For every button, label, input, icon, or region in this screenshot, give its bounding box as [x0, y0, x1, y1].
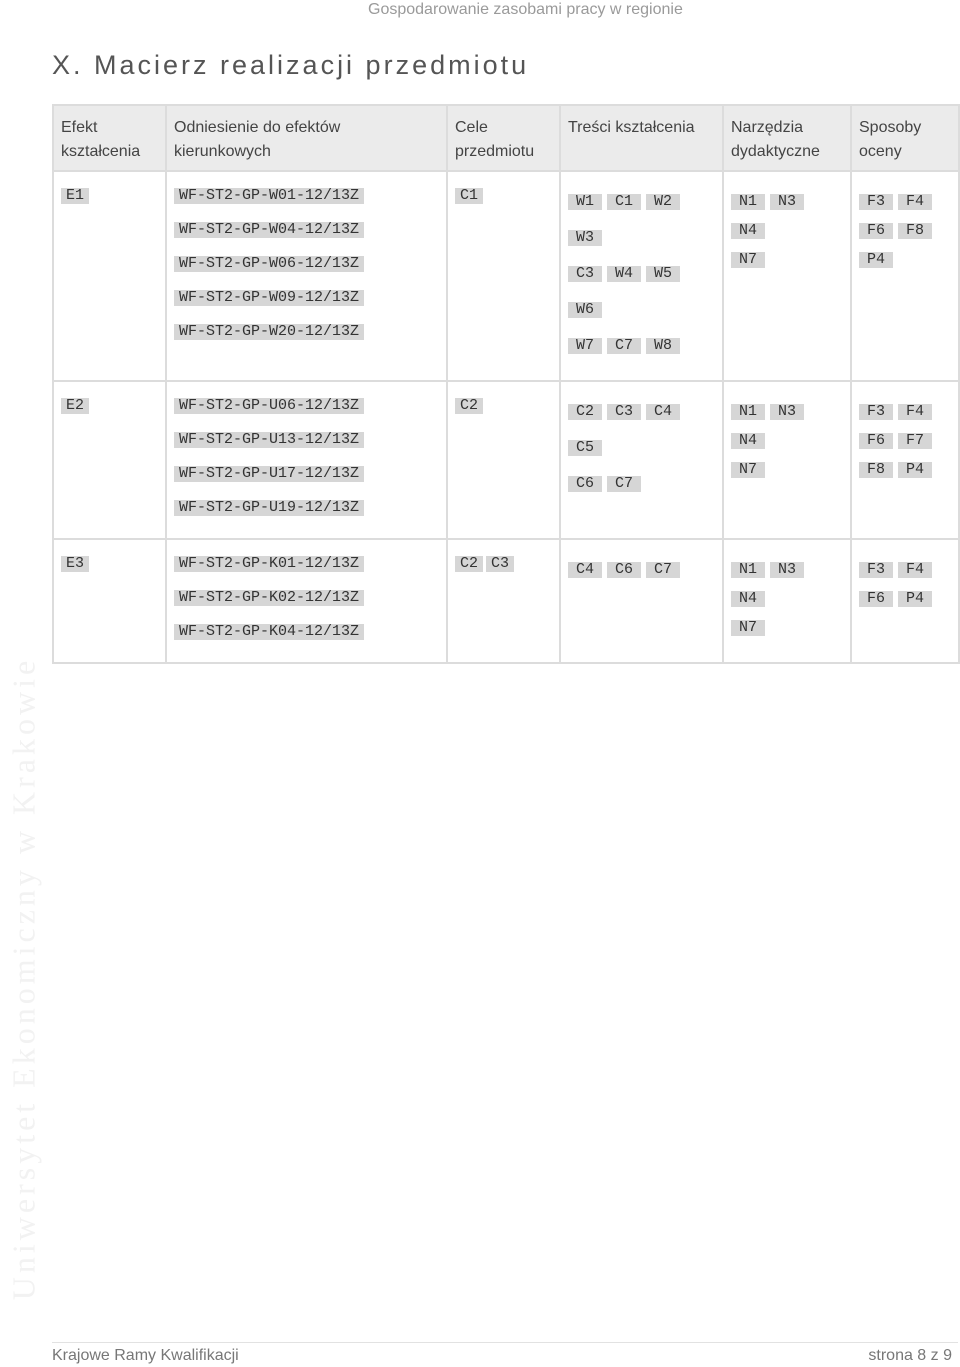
cell-assessment [851, 539, 959, 663]
assessment-code: F4 [898, 404, 932, 420]
reference-code: WF-ST2-GP-U06-12/13Z [174, 398, 364, 414]
column-header-effect: Efekt kształcenia [53, 105, 166, 171]
reference-code: WF-ST2-GP-U17-12/13Z [174, 466, 364, 482]
tool-code: N1 [731, 194, 765, 210]
cell-assessment [851, 171, 959, 381]
cell-assessment [851, 381, 959, 539]
effect-code: E3 [61, 556, 89, 572]
content-code: W7 [568, 338, 602, 354]
table-header-row [53, 105, 959, 171]
reference-code: WF-ST2-GP-W04-12/13Z [174, 222, 364, 238]
assessment-code: F6 [859, 223, 893, 239]
cell-contents [560, 171, 723, 381]
cell-effect [53, 539, 166, 663]
content-code: C2 [568, 404, 602, 420]
goal-code: C2 [455, 556, 483, 572]
assessment-code: F3 [859, 562, 893, 578]
cell-contents [560, 539, 723, 663]
content-code: C5 [568, 440, 602, 456]
cell-effect [53, 171, 166, 381]
content-code: C6 [568, 476, 602, 492]
cell-references [166, 171, 447, 381]
reference-code: WF-ST2-GP-U19-12/13Z [174, 500, 364, 516]
content-code: W3 [568, 230, 602, 246]
cell-tools [723, 171, 851, 381]
content-code: W5 [646, 266, 680, 282]
cell-goals [447, 539, 560, 663]
content-code: C1 [607, 194, 641, 210]
content-code: W6 [568, 302, 602, 318]
assessment-code: F4 [898, 562, 932, 578]
tool-code: N7 [731, 620, 765, 636]
tool-code: N3 [770, 194, 804, 210]
goal-code: C3 [486, 556, 514, 572]
assessment-code: P4 [898, 462, 932, 478]
content-code: W2 [646, 194, 680, 210]
content-code: W1 [568, 194, 602, 210]
tool-code: N7 [731, 252, 765, 268]
reference-code: WF-ST2-GP-U13-12/13Z [174, 432, 364, 448]
running-header: Gospodarowanie zasobami pracy w regionie [368, 1, 683, 18]
table-row [53, 171, 959, 381]
reference-code: WF-ST2-GP-W20-12/13Z [174, 324, 364, 340]
cell-goals [447, 381, 560, 539]
effect-code: E1 [61, 188, 89, 204]
reference-code: WF-ST2-GP-K04-12/13Z [174, 624, 364, 640]
reference-code: WF-ST2-GP-W01-12/13Z [174, 188, 364, 204]
assessment-code: P4 [898, 591, 932, 607]
content-code: C7 [646, 562, 680, 578]
content-code: C6 [607, 562, 641, 578]
cell-contents [560, 381, 723, 539]
assessment-code: P4 [859, 252, 893, 268]
tool-code: N4 [731, 433, 765, 449]
reference-code: WF-ST2-GP-K01-12/13Z [174, 556, 364, 572]
cell-references [166, 381, 447, 539]
content-code: C4 [568, 562, 602, 578]
column-header-references: Odniesienie do efektów kierunkowych [166, 105, 447, 171]
cell-tools [723, 381, 851, 539]
content-code: C3 [568, 266, 602, 282]
footer-page-number: strona 8 z 9 [868, 1347, 952, 1364]
cell-references [166, 539, 447, 663]
tool-code: N3 [770, 404, 804, 420]
assessment-code: F3 [859, 194, 893, 210]
tool-code: N1 [731, 404, 765, 420]
table-row [53, 539, 959, 663]
column-header-contents: Treści kształcenia [560, 105, 723, 171]
goal-code: C1 [455, 188, 483, 204]
assessment-code: F8 [898, 223, 932, 239]
content-code: C4 [646, 404, 680, 420]
content-code: C7 [607, 338, 641, 354]
content-code: C3 [607, 404, 641, 420]
cell-goals [447, 171, 560, 381]
watermark: Uniwersytet Ekonomiczny w Krakowie [5, 656, 42, 1301]
reference-code: WF-ST2-GP-W06-12/13Z [174, 256, 364, 272]
tool-code: N4 [731, 591, 765, 607]
realization-matrix-table [52, 104, 960, 664]
content-code: C7 [607, 476, 641, 492]
content-code: W4 [607, 266, 641, 282]
column-header-assessment: Sposoby oceny [851, 105, 959, 171]
cell-effect [53, 381, 166, 539]
cell-tools [723, 539, 851, 663]
page-title: X. Macierz realizacji przedmiotu [52, 50, 530, 80]
tool-code: N3 [770, 562, 804, 578]
effect-code: E2 [61, 398, 89, 414]
tool-code: N7 [731, 462, 765, 478]
assessment-code: F6 [859, 591, 893, 607]
goal-code: C2 [455, 398, 483, 414]
assessment-code: F7 [898, 433, 932, 449]
tool-code: N1 [731, 562, 765, 578]
column-header-goals: Cele przedmiotu [447, 105, 560, 171]
reference-code: WF-ST2-GP-K02-12/13Z [174, 590, 364, 606]
assessment-code: F8 [859, 462, 893, 478]
reference-code: WF-ST2-GP-W09-12/13Z [174, 290, 364, 306]
footer-left: Krajowe Ramy Kwalifikacji [52, 1347, 239, 1364]
assessment-code: F6 [859, 433, 893, 449]
tool-code: N4 [731, 223, 765, 239]
footer-divider [52, 1342, 958, 1343]
assessment-code: F4 [898, 194, 932, 210]
table-row [53, 381, 959, 539]
column-header-tools: Narzędzia dydaktyczne [723, 105, 851, 171]
assessment-code: F3 [859, 404, 893, 420]
content-code: W8 [646, 338, 680, 354]
